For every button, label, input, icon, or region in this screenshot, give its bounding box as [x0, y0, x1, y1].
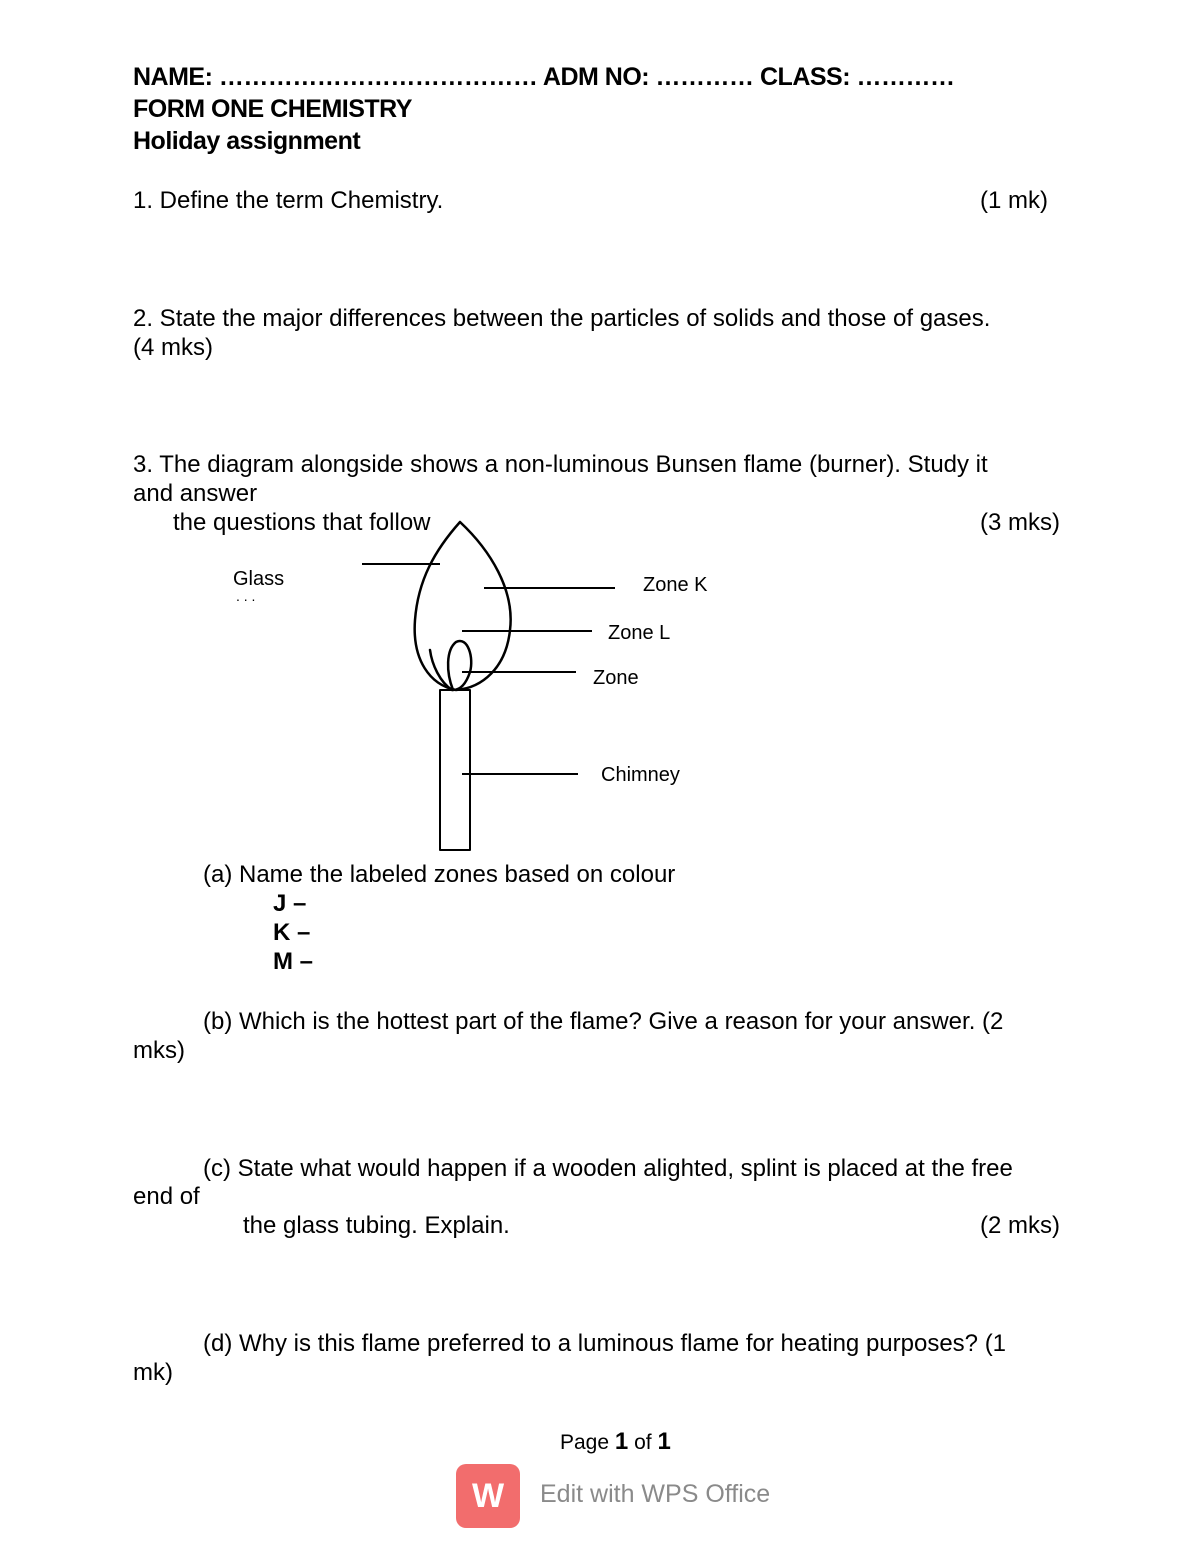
- document-subtitle: Holiday assignment: [133, 127, 361, 155]
- chimney-tube: [440, 690, 470, 850]
- part-c-line3: the glass tubing. Explain.: [243, 1212, 510, 1239]
- zone-label: Zone: [593, 667, 639, 689]
- question-2-text: 2. State the major differences between the particles of solids and those of gases.: [133, 305, 991, 332]
- part-a-text: (a) Name the labeled zones based on colour: [203, 861, 676, 888]
- document-title: FORM ONE CHEMISTRY: [133, 95, 412, 123]
- part-a-k: K –: [273, 919, 311, 946]
- page-prefix: Page: [560, 1431, 610, 1454]
- question-3-line1: 3. The diagram alongside shows a non-luminous Bunsen flame (burner). Study it: [133, 451, 988, 478]
- inner-flame-outline: [448, 641, 471, 690]
- part-d-line2: mk): [133, 1359, 173, 1386]
- part-c-line2: end of: [133, 1183, 200, 1210]
- edit-with-wps-button[interactable]: [456, 1464, 771, 1528]
- chimney-label: Chimney: [601, 764, 680, 786]
- glass-label: Glass: [233, 568, 285, 590]
- part-b-line2: mks): [133, 1037, 185, 1064]
- name-adm-class-line: NAME: ………………………………… ADM NO: ………… CLASS: …………: [133, 63, 955, 91]
- wps-logo-icon: W: [456, 1464, 520, 1528]
- page-indicator: [560, 1428, 671, 1456]
- part-a-j: J –: [273, 890, 307, 917]
- part-b-line1: (b) Which is the hottest part of the flame? Give a reason for your answer. (2: [203, 1008, 1004, 1035]
- question-3-line2: and answer: [133, 480, 258, 507]
- part-a-m: M –: [273, 948, 314, 975]
- outer-flame-outline: [415, 522, 511, 690]
- glass-label-dots: . . .: [236, 588, 256, 604]
- zone-l-label: Zone L: [608, 622, 671, 644]
- page-total: 1: [657, 1428, 671, 1455]
- part-c-marks: (2 mks): [980, 1212, 1060, 1239]
- page-of: of: [634, 1431, 652, 1454]
- page-number: 1: [614, 1428, 629, 1455]
- question-2-marks: (4 mks): [133, 334, 213, 361]
- part-c-line1: (c) State what would happen if a wooden alighted, splint is placed at the free: [203, 1155, 1013, 1182]
- wps-edit-label: Edit with WPS Office: [540, 1480, 771, 1508]
- part-d-line1: (d) Why is this flame preferred to a luminous flame for heating purposes? (1: [203, 1330, 1007, 1357]
- question-1-text: 1. Define the term Chemistry.: [133, 187, 444, 214]
- question-1-marks: (1 mk): [980, 187, 1048, 214]
- zone-k-label: Zone K: [643, 574, 708, 596]
- question-3-line3: the questions that follow: [173, 509, 431, 536]
- question-3-marks: (3 mks): [980, 509, 1060, 536]
